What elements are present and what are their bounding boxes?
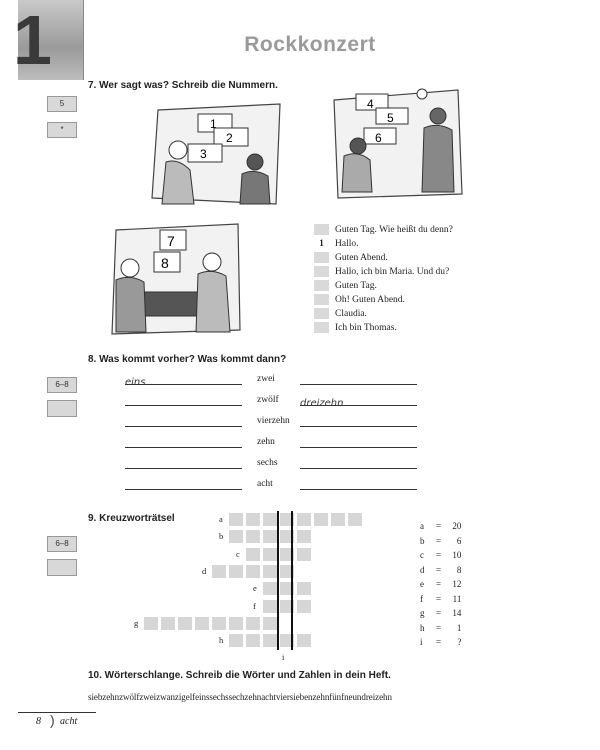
crossword-cell[interactable] bbox=[246, 513, 260, 526]
key-row: e = 12 bbox=[420, 579, 462, 589]
footer-rule bbox=[18, 712, 96, 713]
after-field[interactable]: dreizehn bbox=[300, 393, 417, 406]
crossword-cell[interactable] bbox=[263, 565, 277, 578]
given-number: sechs bbox=[257, 458, 278, 468]
pic3-number: 7 bbox=[167, 233, 175, 249]
crossword-cell[interactable] bbox=[246, 548, 260, 561]
crossword-cell[interactable] bbox=[263, 600, 277, 613]
pic1-number: 2 bbox=[226, 131, 233, 145]
dialogue-text: Guten Abend. bbox=[335, 253, 388, 263]
pic2-number: 5 bbox=[387, 111, 394, 125]
crossword-row-label: d bbox=[202, 565, 207, 576]
crossword-cell[interactable] bbox=[263, 617, 277, 630]
key-row: d = 8 bbox=[420, 564, 462, 575]
crossword-cell[interactable] bbox=[246, 530, 260, 543]
crossword-cell[interactable] bbox=[297, 530, 311, 543]
exercise-8-heading: 8. Was kommt vorher? Was kommt dann? bbox=[88, 354, 287, 365]
crossword-cell[interactable] bbox=[263, 513, 277, 526]
exercise-8-tag: 6–8 bbox=[47, 377, 77, 393]
exercise-7-mark: * bbox=[47, 122, 77, 138]
crossword-column-label: i bbox=[282, 652, 285, 662]
dialogue-text: Hallo, ich bin Maria. Und du? bbox=[335, 267, 450, 277]
crossword-cell[interactable] bbox=[297, 548, 311, 561]
key-row: c = 10 bbox=[420, 550, 462, 560]
key-row: h = 1 bbox=[420, 622, 462, 633]
given-number: vierzehn bbox=[257, 416, 290, 426]
crossword-cell[interactable] bbox=[229, 634, 243, 647]
exercise-7-tag: 5 bbox=[47, 96, 77, 112]
crossword-cell[interactable] bbox=[263, 634, 277, 647]
exercise-9-heading: 9. Kreuzworträtsel bbox=[88, 513, 175, 524]
key-row: f = 11 bbox=[420, 593, 462, 604]
page-bracket-icon: ) bbox=[50, 712, 55, 728]
dialogue-text: Guten Tag. bbox=[335, 281, 377, 291]
crossword-cell[interactable] bbox=[297, 600, 311, 613]
page-word: acht bbox=[60, 716, 78, 727]
pic1-number: 3 bbox=[200, 147, 207, 161]
given-number: acht bbox=[257, 479, 273, 489]
given-number: zehn bbox=[257, 437, 275, 447]
solution-column-border bbox=[277, 511, 279, 650]
crossword-cell[interactable] bbox=[331, 513, 345, 526]
dialogue-text: Oh! Guten Abend. bbox=[335, 295, 405, 305]
crossword-cell[interactable] bbox=[297, 582, 311, 595]
crossword-cell[interactable] bbox=[246, 565, 260, 578]
key-row: a = 20 bbox=[420, 521, 462, 531]
crossword-cell[interactable] bbox=[229, 530, 243, 543]
dialogue-text: Claudia. bbox=[335, 309, 367, 319]
crossword-cell[interactable] bbox=[195, 617, 209, 630]
crossword-cell[interactable] bbox=[263, 548, 277, 561]
solution-column-border bbox=[291, 511, 293, 650]
pic3-number: 8 bbox=[161, 255, 169, 271]
crossword-row-label: h bbox=[219, 635, 224, 646]
exercise-10-heading: 10. Wörterschlange. Schreib die Wörter und Zahlen in dein Heft. bbox=[88, 670, 391, 681]
crossword-row-label: a bbox=[219, 514, 223, 524]
crossword-cell[interactable] bbox=[161, 617, 175, 630]
page-number: 8 bbox=[36, 716, 41, 727]
crossword-row-label: c bbox=[236, 548, 240, 559]
key-row: i = ? bbox=[420, 637, 462, 647]
crossword-cell[interactable] bbox=[297, 513, 311, 526]
pic2-number: 6 bbox=[375, 131, 382, 145]
crossword-cell[interactable] bbox=[229, 513, 243, 526]
crossword-cell[interactable] bbox=[178, 617, 192, 630]
chapter-number: 1 bbox=[13, 1, 52, 79]
crossword-row-label: e bbox=[253, 583, 257, 594]
crossword-cell[interactable] bbox=[263, 582, 277, 595]
exercise-7-heading: 7. Wer sagt was? Schreib die Nummern. bbox=[88, 80, 278, 91]
crossword-cell[interactable] bbox=[212, 617, 226, 630]
crossword-cell[interactable] bbox=[297, 634, 311, 647]
crossword-cell[interactable] bbox=[212, 565, 226, 578]
crossword-cell[interactable] bbox=[263, 530, 277, 543]
crossword-cell[interactable] bbox=[229, 617, 243, 630]
dialogue-text: Guten Tag. Wie heißt du denn? bbox=[335, 225, 453, 235]
page-title: Rockkonzert bbox=[244, 33, 376, 56]
crossword-row-label: g bbox=[134, 617, 139, 628]
key-row: g = 14 bbox=[420, 608, 462, 618]
given-number: zwei bbox=[257, 374, 275, 384]
exercise-9-tag: 6–8 bbox=[47, 536, 77, 552]
given-number: zwölf bbox=[257, 395, 279, 405]
dialogue-text: Hallo. bbox=[335, 239, 359, 249]
dialogue-text: Ich bin Thomas. bbox=[335, 323, 397, 333]
crossword-cell[interactable] bbox=[229, 565, 243, 578]
crossword-cell[interactable] bbox=[348, 513, 362, 526]
crossword-row-label: b bbox=[219, 531, 224, 542]
crossword-cell[interactable] bbox=[246, 617, 260, 630]
crossword-row-label: f bbox=[253, 600, 256, 611]
crossword-key bbox=[420, 519, 461, 650]
crossword-cell[interactable] bbox=[314, 513, 328, 526]
word-snake: siebzehnzwölfzweizwanzigelfeinssechssechzehnachtviersiebenzehnfünfneundreizehn bbox=[88, 692, 392, 702]
answer-box[interactable]: 1 bbox=[314, 238, 329, 249]
key-row: b = 6 bbox=[420, 535, 462, 546]
crossword-cell[interactable] bbox=[144, 617, 158, 630]
pic1-number: 1 bbox=[210, 117, 217, 131]
crossword-cell[interactable] bbox=[246, 634, 260, 647]
pic2-number: 4 bbox=[367, 97, 374, 111]
before-field[interactable]: eins bbox=[125, 372, 242, 385]
